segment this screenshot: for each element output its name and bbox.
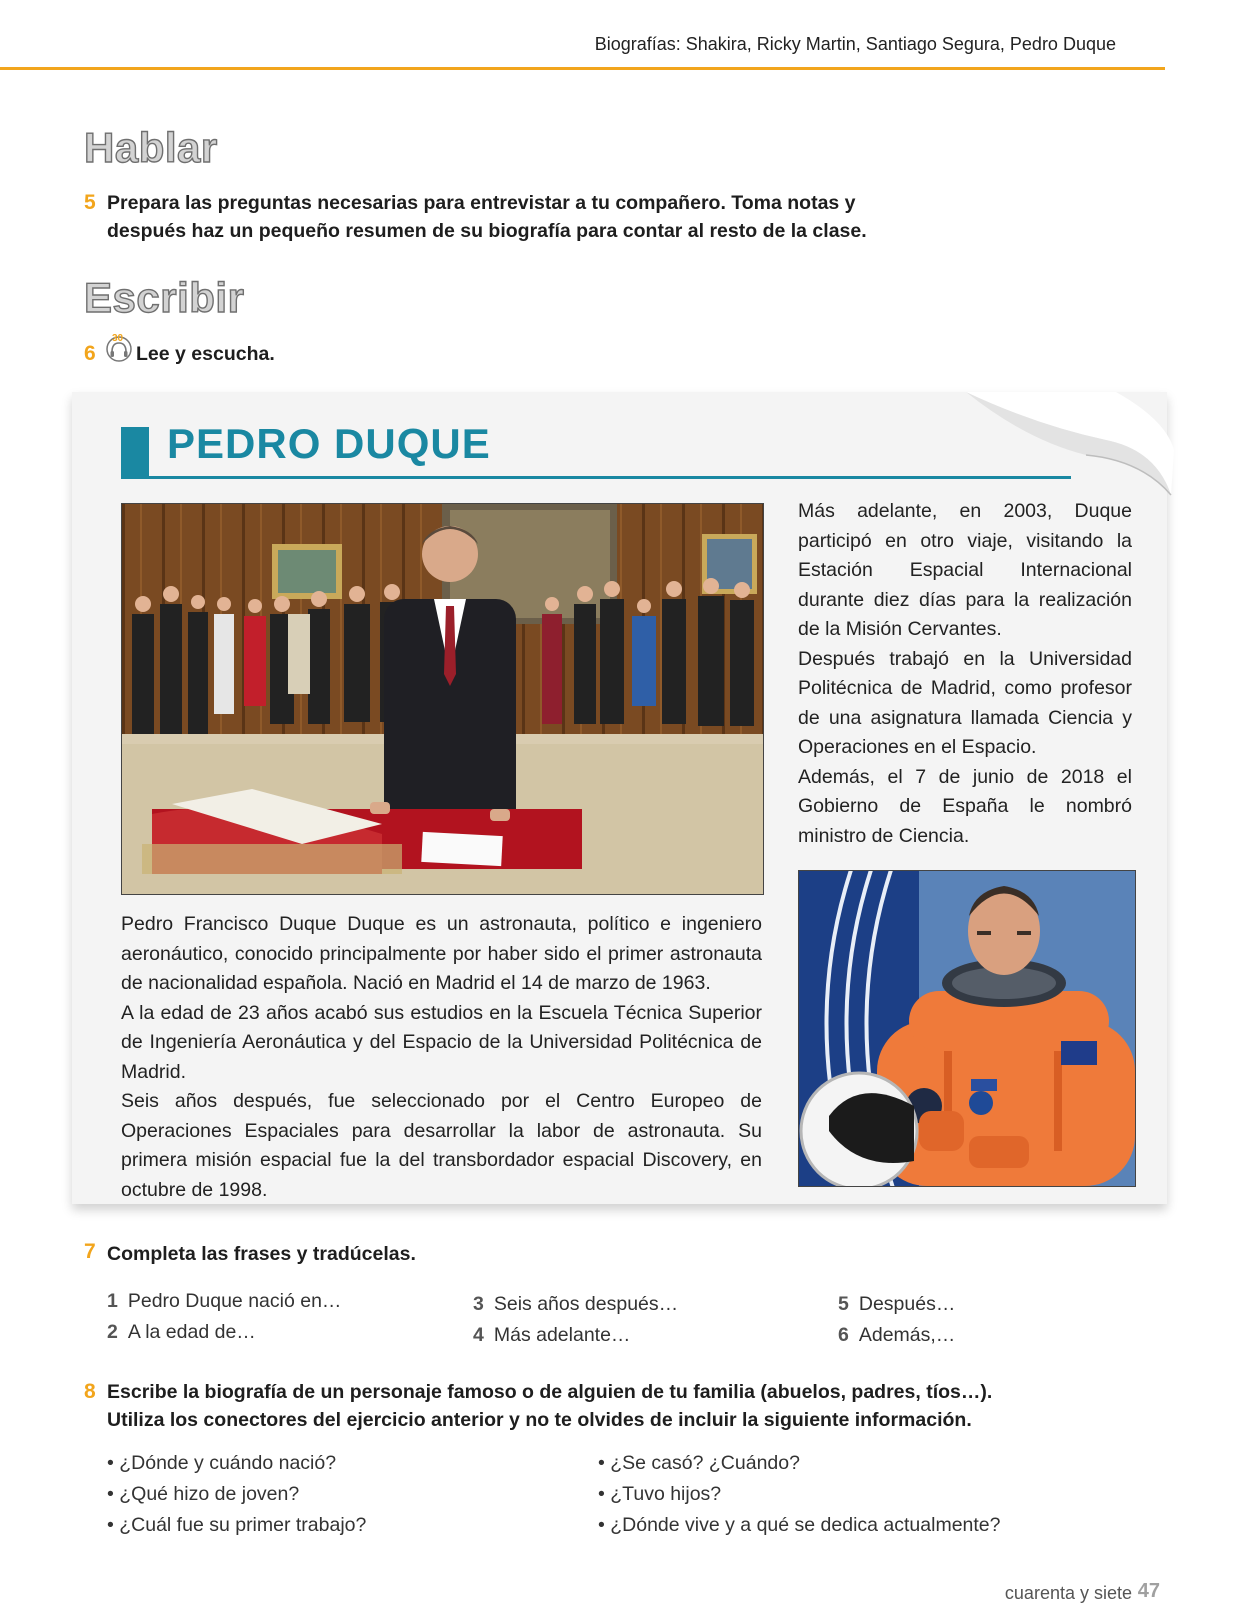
bullet-item: • ¿Qué hizo de joven? [107, 1483, 300, 1505]
title-rule [121, 476, 1071, 479]
biography-right-text [798, 497, 1132, 851]
header-rule [0, 67, 1165, 70]
biography-title: PEDRO DUQUE [167, 420, 491, 467]
list-item: 4 Más adelante… [473, 1324, 631, 1346]
biography-paragraph: Más adelante, en 2003, Duque participó en otro viaje, visitando la Estación Espacial Internacional durante diez días para la realización de la Misión Cervantes. [798, 500, 1132, 640]
list-item: 2 A la edad de… [107, 1321, 256, 1343]
section-title-hablar: Hablar [84, 124, 218, 171]
exercise-7-number: 7 [84, 1240, 96, 1263]
bullet-item: • ¿Cuál fue su primer trabajo? [107, 1514, 367, 1536]
list-item: 3 Seis años después… [473, 1293, 679, 1315]
list-item: 6 Además,… [838, 1324, 956, 1346]
bullet-item: • ¿Dónde vive y a qué se dedica actualmente? [598, 1514, 1001, 1536]
biography-paragraph: A la edad de 23 años acabó sus estudios en la Escuela Técnica Superior de Ingeniería Aeronáutica y del Espacio de la Universidad Politécnica de Madrid. [121, 1001, 762, 1083]
ceremony-photo [121, 503, 764, 895]
exercise-7-instruction: Completa las frases y tradúcelas. [107, 1243, 416, 1265]
biography-paragraph: Después trabajó en la Universidad Politécnica de Madrid, como profesor de una asignatura llamada Ciencia y Operaciones en el Espacio. [798, 647, 1132, 758]
bullet-item: • ¿Dónde y cuándo nació? [107, 1452, 337, 1474]
running-head: Biografías: Shakira, Ricky Martin, Santiago Segura, Pedro Duque [594, 34, 1116, 54]
exercise-8-number: 8 [84, 1380, 96, 1403]
exercise-6-instruction: Lee y escucha. [136, 343, 275, 365]
astronaut-photo [798, 870, 1136, 1187]
bullet-item: • ¿Tuvo hijos? [598, 1483, 722, 1505]
bullet-item: • ¿Se casó? ¿Cuándo? [598, 1452, 800, 1474]
exercise-8-line-2: Utiliza los conectores del ejercicio anterior y no te olvides de incluir la siguiente información. [107, 1409, 972, 1431]
section-title-escribir: Escribir [84, 274, 245, 321]
exercise-6-number: 6 [84, 342, 96, 365]
title-accent-bar [121, 427, 149, 477]
list-item: 1 Pedro Duque nació en… [107, 1290, 342, 1312]
biography-left-text [121, 910, 762, 1205]
exercise-5-instruction [107, 189, 867, 245]
page-curl-decoration [966, 380, 1176, 500]
list-item: 5 Después… [838, 1293, 956, 1315]
page-number-words: cuarenta y siete [1004, 1583, 1132, 1603]
biography-paragraph: Pedro Francisco Duque Duque es un astronauta, político e ingeniero aeronáutico, conocido principalmente por haber sido el primer astronauta de nacionalidad española. Nació en Madrid el 14 de marzo de 1963. [121, 913, 762, 994]
exercise-5-line-2: después haz un pequeño resumen de su biografía para contar al resto de la clase. [107, 220, 867, 242]
biography-paragraph: Seis años después, fue seleccionado por el Centro Europeo de Operaciones Espaciales para desarrollar la labor de astronauta. Su primera misión espacial fue la del transbordador espacial Discovery, en octubre de 1998. [121, 1090, 762, 1201]
exercise-8-instruction [107, 1378, 992, 1434]
exercise-5-line-1: Prepara las preguntas necesarias para entrevistar a tu compañero. Toma notas y [107, 192, 856, 214]
exercise-5-number: 5 [84, 191, 96, 214]
exercise-8-line-1: Escribe la biografía de un personaje famoso o de alguien de tu familia (abuelos, padres, tíos…). [107, 1381, 993, 1403]
audio-track-number: 30 [112, 333, 124, 344]
biography-paragraph: Además, el 7 de junio de 2018 el Gobierno de España le nombró ministro de Ciencia. [798, 765, 1132, 847]
page-number: 47 [1137, 1580, 1160, 1602]
